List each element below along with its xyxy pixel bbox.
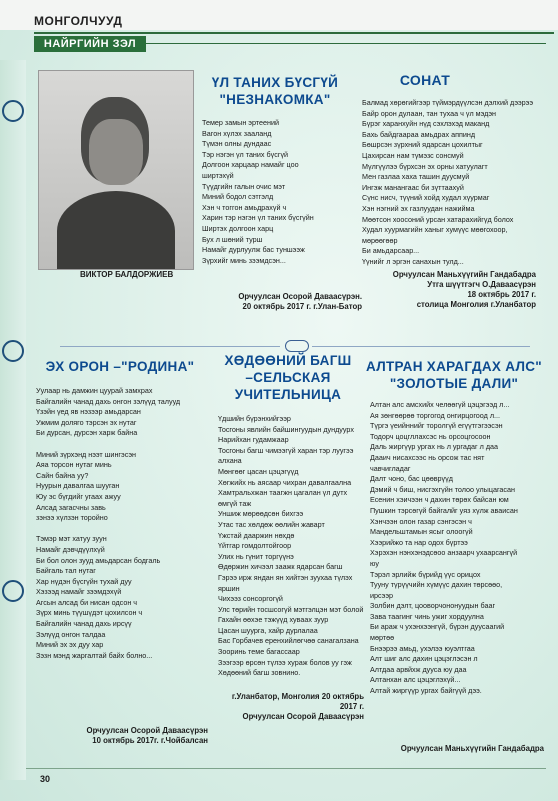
signature-line: 2017 г.	[339, 702, 364, 711]
poem-line: Үйтгар гомдолтойгоор	[218, 541, 292, 551]
poem-body-sonat	[362, 98, 538, 268]
poem-line: Хөгжийх нь аясаар чихран давалгаална	[218, 477, 352, 487]
poem-line: Алтдаа арвйхж дууса юу даа	[370, 664, 467, 674]
poem-line: мөрөөгөөр	[362, 235, 398, 245]
poem-line: Үдшийн бүрэнхийгээр	[218, 414, 291, 423]
poem-line: Мандельштамын ясыг олоогүй	[370, 527, 473, 537]
poem-line: Нуурын давалгаа шууган	[36, 481, 120, 491]
poem-line: Алтанхан алс цэцэглэхүй...	[370, 675, 461, 685]
poem-line: Алсад загасчны завь	[36, 502, 106, 512]
poem-line: Зүрхийг минь зээмдсэн...	[202, 255, 286, 265]
poem-line: Гахайн өөхэе тэжүүд хуваах зуур	[218, 615, 329, 625]
poem-title-uchitelnitsa	[218, 352, 358, 403]
author-portrait	[38, 70, 194, 270]
poem-line: Улих нь гүнит торгүүнэ	[218, 551, 294, 561]
poem-line: Тууну түрүүчийн хүмүүс дахин төрсөөо,	[370, 580, 503, 590]
poem-line: Тэмэр мэт хатуу зуун	[36, 534, 107, 544]
poem-line: Худал хуурмагийн ханыг хумүүс мөөгохоор,	[362, 225, 508, 235]
poem-line: ирсээр	[370, 590, 394, 600]
poem-title-line: АЛТРАН ХАРАГДАХ АЛС"	[366, 359, 542, 374]
poem-line: Би бол олон зууд амьдарсан бодгаль	[36, 555, 161, 565]
poem-line: Мен газлаа хаха ташин дуусмуй	[362, 172, 470, 182]
signature-neznakomka	[222, 292, 362, 312]
poem-line: Түмэн олны дундаас	[202, 139, 272, 149]
poem-line	[36, 524, 214, 535]
poem-line: Өдөржин хичээл заажк ядарсан багш	[218, 562, 343, 572]
signature-line: Орчуулсан Осорой Даваасүрэн	[242, 712, 364, 721]
signature-line: Орчуулсан Маньхүүгийн Гандабадра	[400, 744, 544, 753]
poem-body-rodina	[36, 386, 214, 661]
poem-line: Уншиж мөрөөдсөн бихгээ	[218, 509, 304, 519]
poem-line: Вагон хүлэх зааланд	[202, 128, 272, 138]
page-number: 30	[40, 774, 51, 784]
poem-line: Алт шиг алс дахин цэцэглэсэн л	[370, 654, 478, 664]
poem-line: Тэр нэгэн үл таних бүсгүй	[202, 149, 289, 159]
poem-line: Тэрэл эрлийж бүрийд үүс орицох	[370, 569, 481, 579]
magazine-title: МОНГОЛЧУУД	[34, 14, 123, 28]
poem-line: Тодорч цоцгллахсэс нь орсоцгосоон	[370, 431, 491, 441]
poem-line: Байгаль тал нутаг	[36, 566, 96, 576]
poem-line: Зэзн мэнд жаргалтай байх болно...	[36, 650, 153, 660]
poem-line: Түргэ үеийннийг торолгүй егүүтгэгээсэн	[370, 421, 503, 431]
poem-line: Үзэйн үед яв нэзээр амьдарсан	[36, 407, 141, 417]
poem-line: Чихээз сонсоргогүй	[218, 594, 283, 604]
poem-line: Бөшрсэн зүрхний ядарсан цохилтыг	[362, 140, 483, 150]
poem-line: яршин	[218, 583, 240, 593]
poem-line: Цахирсан нам түмэзс сонсмуй	[362, 150, 464, 160]
poem-line: Ширтэх долгоон харц	[202, 223, 274, 233]
poem-line: Зава таагинг чинь ужиг хордуулна	[370, 611, 484, 621]
poem-title-line: ЭХ ОРОН –"РОДИНА"	[45, 359, 195, 374]
poem-title-line: "НЕЗНАКОМКА"	[219, 92, 331, 107]
poem-line: Аяа торсон нутаг минь	[36, 460, 112, 470]
footer-rule	[26, 768, 546, 769]
poem-title-line: "ЗОЛОТЫЕ ДАЛИ"	[389, 376, 519, 391]
signature-line: 18 октябрь 2017 г.	[467, 290, 536, 299]
poem-title-rodina	[30, 358, 210, 375]
poem-line: Би дурсан, дурсэн харж байна	[36, 428, 138, 438]
poem-line: Ужмим доляго тэрсэн эх нутаг	[36, 417, 137, 427]
poem-line: Нарийхан гудамжаар	[218, 435, 289, 445]
poem-line: Мөнгөөг цасан цэцэгүүд	[218, 466, 299, 476]
poem-line: Би амьдарсаар...	[362, 246, 420, 256]
poem-title-line: ҮЛ ТАНИХ БҮСГҮЙ	[211, 75, 339, 90]
poem-line: Түүдгийн галын очис мэт	[202, 181, 286, 191]
signature-sonat	[370, 270, 536, 310]
poem-line: Зүрх минь түүшүдэт цохилсон ч	[36, 608, 143, 618]
poem-line: Темер замын эртеений	[202, 118, 279, 127]
poem-body-uchitelnitsa	[218, 414, 366, 679]
poem-line: Тосгоны багш чимээгүй харан тэр луугээ	[218, 445, 354, 455]
section-rule	[146, 43, 546, 44]
poem-title-line: ХӨДӨӨНИЙ БАГШ	[224, 353, 352, 368]
poem-line: Хэн ч тоггон амьдрахүй ч	[202, 202, 287, 212]
poem-line: Агсын алсад би нисан одсон ч	[36, 597, 138, 607]
ornament-knot-icon	[2, 340, 24, 362]
signature-line: 20 октябрь 2017 г. г.Улан-Батор	[242, 302, 362, 311]
poem-line: Пушкин тэрсөгүй байгалйг уяз хүлж аваисан	[370, 505, 518, 515]
poem-line: Улс төрийн тосшсогүй мэтгэлцэн мэт болой	[218, 604, 364, 614]
poem-line: Зээгээр өрсөн түлээ хураж болов уу гэж	[218, 657, 352, 667]
poem-line: Тосгоны явлийн байшингуудын дундуурх	[218, 424, 354, 434]
poem-line: Байр орон дулаан, тан тухаа ч үл мэдэн	[362, 108, 496, 118]
poem-line: Хэрэхэн нэнхэнэдсөоо анзаарч ухаарсангүй	[370, 548, 518, 558]
poem-line: Харин тэр нэгэн үл таних бүсгүйн	[202, 213, 314, 223]
poem-title-sonat	[370, 72, 480, 89]
poem-line: Ингэж манангаас би зүттаахуй	[362, 182, 464, 192]
poem-line: Бнээрээ амьд, ухэлээ юуэлтгаа	[370, 643, 475, 653]
portrait-face	[89, 119, 143, 185]
divider-knot-icon	[285, 340, 309, 352]
poem-title-zolotye-dali	[364, 358, 544, 392]
poem-line: Миний зүрхэнд нээт шингэсэн	[36, 449, 137, 459]
poem-line: Цасан шуурга, хайр дурлалаа	[218, 625, 318, 635]
poem-line: Гэрээ ирж яндан ян хийтэн зуухаа түлэх	[218, 572, 353, 582]
poem-line: Уулаар нь дамжин цуурай замхрах	[36, 386, 153, 395]
poem-line: Долгоон харцаар намайг цоо	[202, 160, 299, 170]
poem-line: Юу эс бүгдийг угаах ажуу	[36, 491, 121, 501]
poem-line: Золбин дэлт, цооворчононуудын бааг	[370, 601, 496, 611]
poem-line: юу	[370, 558, 379, 568]
poem-line: Ая зөнгөөрөө торгогод онгирцогоод л...	[370, 410, 501, 420]
signature-rodina	[44, 726, 208, 746]
poem-line: Далт чоно, бас цөөврүүд	[370, 474, 453, 484]
poem-line: Зооринь теме багассаар	[218, 647, 300, 657]
poem-line: Сүнс нисч, түүний хойд худал хүурмаг	[362, 193, 490, 203]
portrait-caption: ВИКТОР БАЛДОРЖИЕВ	[80, 270, 174, 279]
poem-line: Утас тас хөлдөж өөлийн жаварт	[218, 519, 325, 529]
poem-line	[36, 439, 214, 450]
poem-line: Намайг дурлуулж бас туншээж	[202, 245, 305, 255]
poem-line: мөртөө	[370, 633, 395, 643]
poem-line: Хамтральхжан таагжн цагалан үл дутх	[218, 488, 348, 498]
poem-line: өмгүй таж	[218, 498, 252, 508]
section-divider	[60, 342, 530, 350]
poem-line: Хэзээд намайг зээмдэхүй	[36, 587, 122, 597]
signature-uchitelnitsa	[222, 692, 364, 722]
poem-line: Бух л шөний турш	[202, 234, 263, 244]
poem-line: Би араж ч ухэнхээнгүй, бүрэн дуусаагий	[370, 622, 505, 632]
poem-line: Байгалийн чанад дахь онгон зэлүүд талууд	[36, 396, 181, 406]
signature-zolotye-dali	[374, 744, 544, 754]
signature-line: Орчуулсан Маньхүүгийн Гандабадра	[392, 270, 536, 279]
signature-line: Орчуулсан Осорой Даваасүрэн	[86, 726, 208, 735]
poem-line: Хөдөөний багш зовнино.	[218, 668, 301, 678]
poem-title-line: СОНАТ	[399, 72, 451, 88]
header-rule	[34, 32, 554, 34]
signature-line: 10 октябрь 2017г. г.Чойбалсан	[92, 736, 208, 745]
poem-line: алхана	[218, 456, 242, 466]
poem-body-neznakomka	[202, 118, 352, 266]
divider-line	[60, 346, 280, 347]
poem-title-neznakomka	[200, 74, 350, 108]
poem-line: Хээрийжо та нар одох бүртээ	[370, 537, 468, 547]
signature-line: г.Улaнбатор, Монголия 20 октябрь	[231, 692, 364, 701]
poem-line: Бас Горбачев еренхийлөгчөө санагалзана	[218, 636, 359, 646]
poem-line: Зэлүүд онгон талдаа	[36, 629, 106, 639]
poem-title-line: УЧИТЕЛЬНИЦА	[234, 387, 342, 402]
poem-line: чавчигладаг	[370, 463, 411, 473]
portrait-jacket	[57, 191, 175, 270]
poem-line: Бүрэг харанхуйн нүд сэхлэхэд маканд	[362, 119, 490, 129]
poem-line: зэнээ хүлзэн торойно	[36, 513, 108, 523]
poem-line: Бахь байдгаараа амьдрах аппинд	[362, 129, 476, 139]
left-ornament-band	[0, 60, 26, 780]
poem-line: Дэмий ч биш, нисгэхгүйн толоо улыцагасан	[370, 484, 515, 494]
poem-title-line: –СЕЛЬСКАЯ	[245, 370, 331, 385]
poem-line: Миний эх эх дуу хар	[36, 640, 104, 650]
poem-line: ширтэхүй	[202, 170, 234, 180]
poem-line: Хэн нэгний эх газлуудан нажийма	[362, 203, 475, 213]
poem-line: Хэнчээн олон газар сэнгэсэн ч	[370, 516, 472, 526]
poem-line: Миний бодол сэтгэлд	[202, 192, 274, 202]
poem-line: Намайг дэвчдүүлхүй	[36, 544, 105, 554]
poem-line: Алтан алс амсхийх челөөгүй цэцэгээд л...	[370, 400, 510, 409]
poem-line: Байгалийн чанад дахь ирсүү	[36, 619, 132, 629]
ornament-knot-icon	[2, 100, 24, 122]
poem-line: Балмад хөрөгийгээр түймэрдүүлсэн дэлхий дээрээ	[362, 98, 533, 107]
divider-line	[312, 346, 530, 347]
signature-line: столица Монголия г.Улaнбатор	[416, 300, 536, 309]
signature-line: Утга шүүтгэгч О.Даваасүрэн	[427, 280, 536, 289]
poem-line: Есенин хэичээн ч дахин төрөх байсан юм	[370, 495, 509, 505]
poem-line: Хар нүдэн бүсгүйн тухай дуу	[36, 576, 132, 586]
poem-line: Мүлгүүлээ бүрхсэн эх орны хатуулагт	[362, 161, 488, 171]
poem-line: Дааич нисахсээс нь орсож тас нят	[370, 452, 485, 462]
signature-line: Орчуулсан Осорой Даваасүрэн.	[238, 292, 362, 301]
poem-body-zolotye-dali	[370, 400, 546, 697]
poem-line: Үүнийг л эргэн санахын тулд...	[362, 256, 464, 266]
poem-line: Мөөтсон хоосоний урсан хатарахийгүд болох	[362, 214, 514, 224]
poem-line: Сайн байна уу?	[36, 470, 89, 480]
poem-line: Даль жиргүүр ургах нь л ургадаг л даа	[370, 442, 499, 452]
section-label: НАЙРГИЙН ЗЭЛ	[34, 36, 146, 52]
poem-line: Үжстай дааржин нөхдө	[218, 530, 295, 540]
ornament-knot-icon	[2, 580, 24, 602]
poem-line: Алтай жиргүүр ургах байгүүй дээ.	[370, 686, 482, 696]
